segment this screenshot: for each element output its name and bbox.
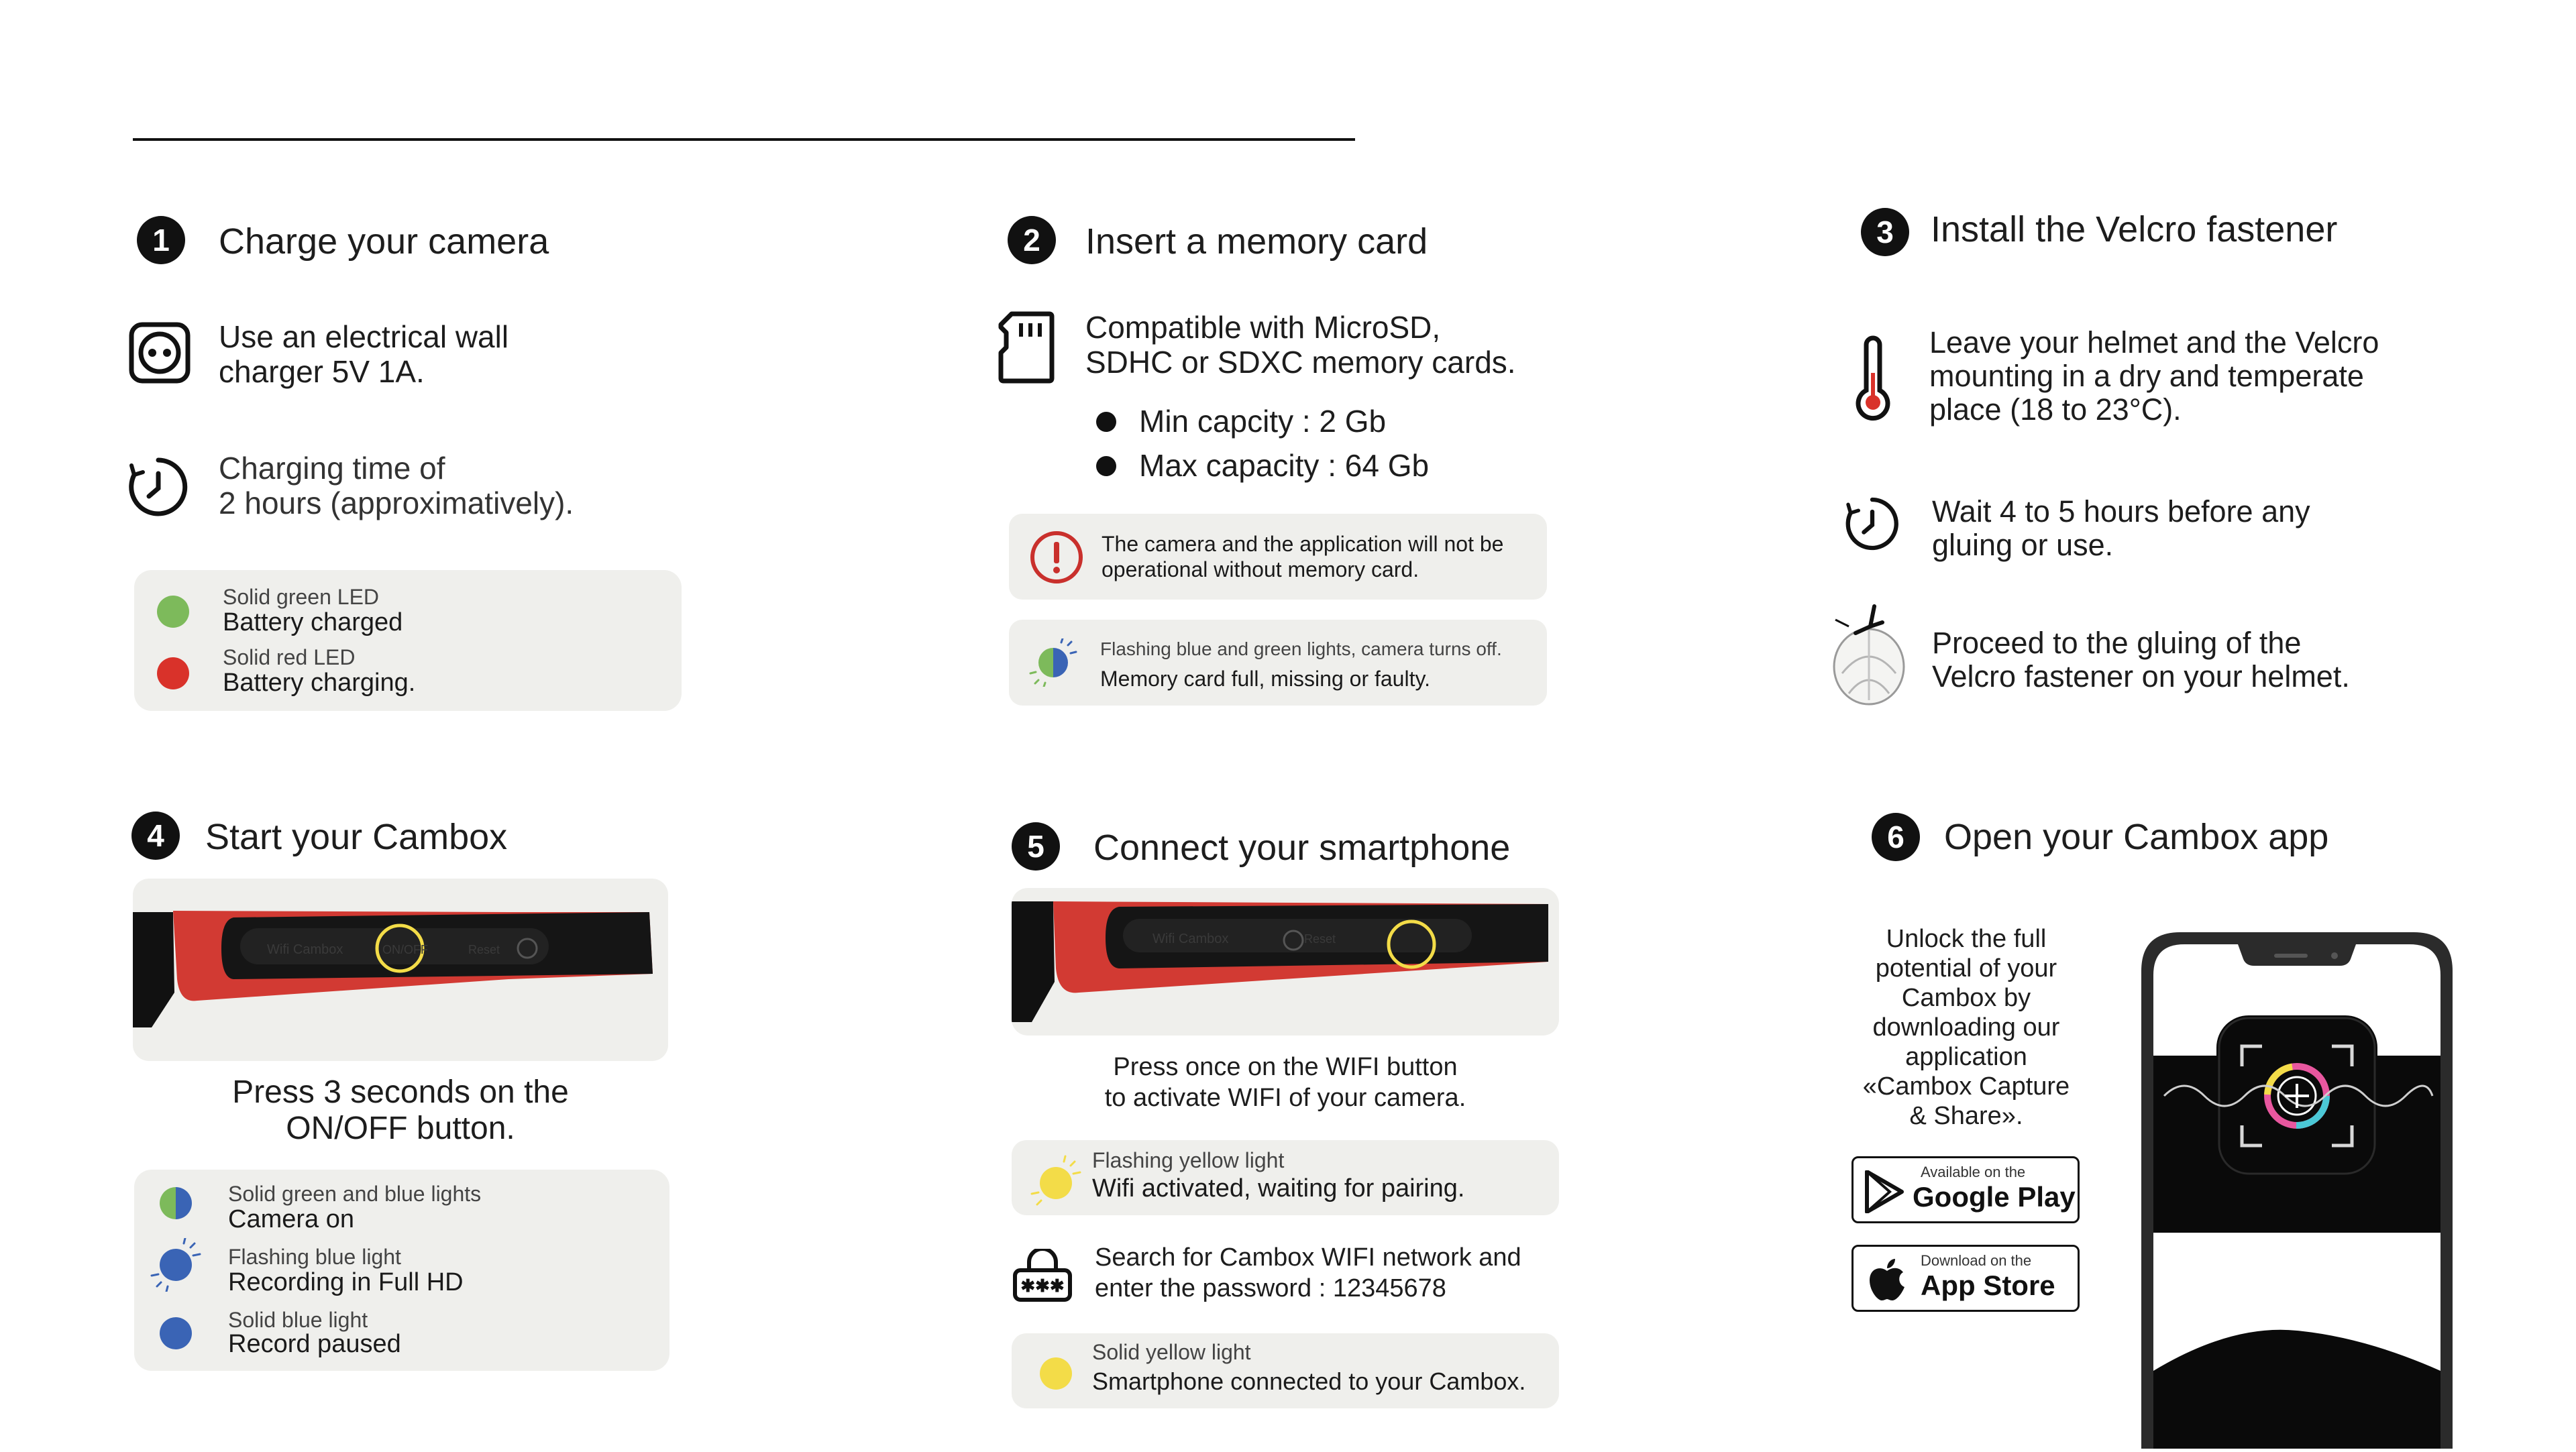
step-1-title: Charge your camera: [219, 221, 549, 262]
wifi-connected-box: [1012, 1333, 1559, 1408]
camera-photo-wifi: [1012, 888, 1559, 1036]
step-4-title: Start your Cambox: [205, 817, 508, 857]
app-store-button[interactable]: [1851, 1245, 2080, 1312]
step-4-number: 4: [131, 812, 180, 860]
top-rule: [133, 138, 1355, 141]
svg-text:✱✱✱: ✱✱✱: [1020, 1276, 1065, 1296]
apple-icon: [1867, 1258, 1907, 1302]
yellow-led-dot: [1040, 1357, 1072, 1390]
charger-text: Use an electrical wall charger 5V 1A.: [219, 319, 509, 389]
flashing-blue-green-led-icon: [1029, 638, 1077, 687]
step-3-title: Install the Velcro fastener: [1931, 209, 2338, 249]
proceed-text: Proceed to the gluing of the Velcro fastener on your helmet.: [1932, 626, 2350, 693]
step-2-title: Insert a memory card: [1085, 221, 1428, 262]
wait-text: Wait 4 to 5 hours before any gluing or use.: [1932, 494, 2310, 562]
led-sub: Flashing blue and green lights, camera turns off.: [1100, 638, 1502, 659]
max-capacity-text: Max capacity : 64 Gb: [1139, 448, 1430, 483]
step-6-number: 6: [1872, 813, 1920, 861]
phone-mockup: [2137, 928, 2457, 1449]
led-main: Wifi activated, waiting for pairing.: [1092, 1174, 1465, 1203]
store-big-label: Google Play: [1913, 1181, 2076, 1213]
bullet: [1096, 412, 1116, 432]
led-main: Smartphone connected to your Cambox.: [1092, 1367, 1526, 1395]
thermometer-icon: [1853, 335, 1893, 421]
step-5-title: Connect your smartphone: [1093, 828, 1511, 868]
wall-socket-icon: [129, 322, 191, 384]
step-6-title: Open your Cambox app: [1944, 817, 2329, 857]
led-sub: Solid red LED: [223, 645, 356, 669]
search-wifi-text: Search for Cambox WIFI network and enter the password : 12345678: [1095, 1243, 1521, 1302]
led-main: Recording in Full HD: [228, 1268, 464, 1296]
store-big-label: App Store: [1921, 1270, 2055, 1301]
clock-icon: [125, 453, 192, 520]
led-sub: Solid green and blue lights: [228, 1182, 482, 1206]
blue-led-dot: [160, 1317, 192, 1349]
clock-icon: [1842, 494, 1902, 554]
store-small-label: Available on the: [1921, 1164, 2026, 1180]
device-label: Wifi Cambox: [1152, 932, 1229, 946]
step-5-number: 5: [1012, 822, 1060, 871]
led-main: Battery charging.: [223, 669, 416, 697]
min-capacity-text: Min capcity : 2 Gb: [1139, 404, 1387, 439]
led-sub: Solid blue light: [228, 1308, 368, 1332]
device-label: Reset: [468, 943, 500, 956]
led-sub: Solid yellow light: [1092, 1340, 1251, 1364]
onoff-caption: Press 3 seconds on the ON/OFF button.: [232, 1074, 569, 1146]
flashing-yellow-led-icon: [1029, 1154, 1083, 1207]
green-blue-led-icon: [160, 1187, 192, 1219]
device-label: Reset: [1304, 932, 1336, 946]
step-2-number: 2: [1008, 216, 1056, 264]
compat-text: Compatible with MicroSD, SDHC or SDXC memory cards.: [1085, 310, 1516, 380]
bullet: [1096, 456, 1116, 476]
step-4-led-legend: [134, 1170, 669, 1371]
led-main: Battery charged: [223, 608, 403, 636]
step-1-led-legend: [134, 570, 682, 711]
green-led-dot: [157, 596, 189, 628]
wifi-caption: Press once on the WIFI button to activate WIFI of your camera.: [1104, 1053, 1466, 1112]
memory-error-box: [1009, 620, 1547, 706]
led-sub: Solid green LED: [223, 585, 380, 609]
charging-time-text: Charging time of 2 hours (approximatively).: [219, 451, 574, 520]
unlock-text: Unlock the full potential of your Cambox by downloading our application «Cambox Capture & Share».: [1862, 925, 2070, 1130]
helmet-velcro-icon: [1822, 593, 1916, 707]
warning-line: The camera and the application will not be: [1102, 532, 1504, 556]
wifi-password-icon: [1012, 1249, 1073, 1302]
flashing-blue-led-icon: [149, 1238, 203, 1292]
device-label: Wifi Cambox: [267, 942, 343, 957]
google-play-icon: [1863, 1170, 1906, 1213]
led-sub: Flashing yellow light: [1092, 1148, 1285, 1172]
red-led-dot: [157, 657, 189, 689]
leave-helmet-text: Leave your helmet and the Velcro mounting in a dry and temperate place (18 to 23°C).: [1929, 325, 2379, 427]
google-play-button[interactable]: [1851, 1156, 2080, 1223]
warning-line: operational without memory card.: [1102, 557, 1419, 581]
device-label: ON/OFF: [382, 943, 428, 956]
led-main: Memory card full, missing or faulty.: [1100, 667, 1430, 691]
led-sub: Flashing blue light: [228, 1245, 401, 1269]
warning-box: [1009, 514, 1547, 600]
camera-photo-onoff: [133, 879, 668, 1061]
sd-card-icon: [997, 310, 1056, 385]
led-main: Record paused: [228, 1330, 401, 1358]
wifi-flash-box: [1012, 1140, 1559, 1215]
store-small-label: Download on the: [1921, 1252, 2032, 1269]
step-1-number: 1: [137, 216, 185, 264]
warning-icon: [1029, 530, 1084, 585]
step-3-number: 3: [1861, 208, 1909, 256]
led-main: Camera on: [228, 1205, 354, 1233]
